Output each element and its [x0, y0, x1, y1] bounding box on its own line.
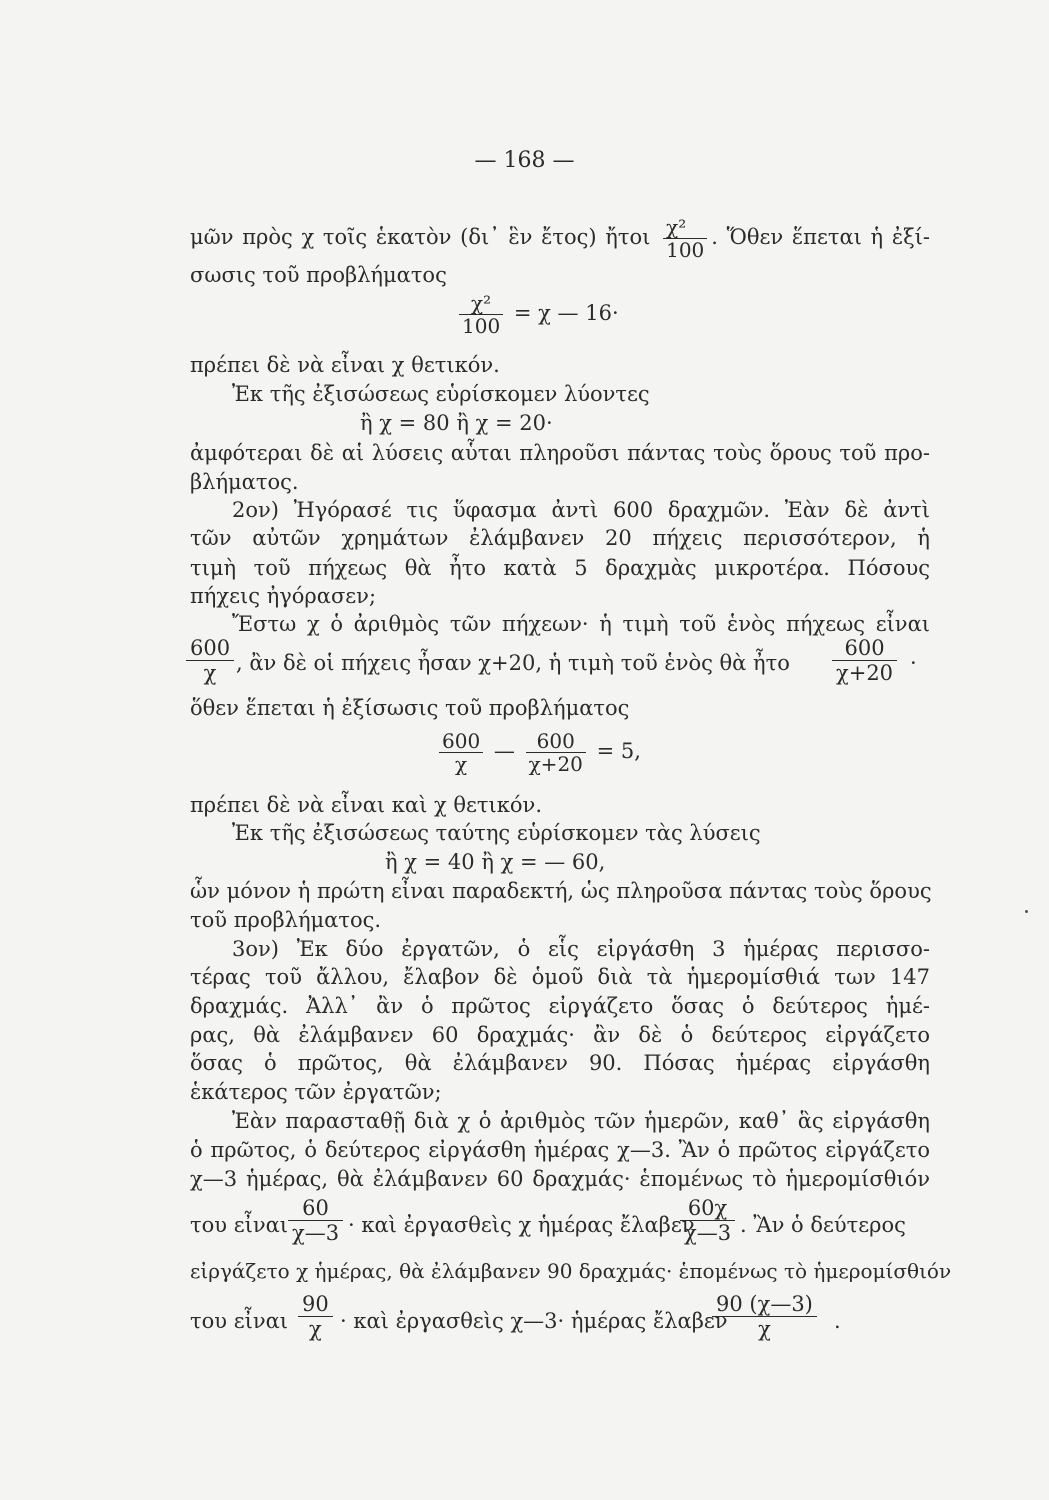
fraction [288, 1196, 343, 1245]
fraction-denominator: χ [309, 1317, 322, 1341]
page-number: — 168 — [474, 148, 575, 173]
ink-speck [1025, 910, 1028, 913]
equation-rhs: = χ — 16· [513, 301, 619, 325]
fraction [832, 636, 897, 685]
fraction-denominator: χ—3 [292, 1221, 340, 1245]
text-line: Ἐὰν παρασταθῇ διὰ χ ὁ ἀριθμὸς τῶν ἡμερῶν, καθ᾿ ἃς εἰργάσθη [232, 1109, 930, 1133]
fraction [459, 292, 503, 337]
minus-sign: — [493, 739, 515, 763]
text-line: βλήματος. [190, 470, 299, 494]
fraction [526, 730, 586, 775]
fraction-numerator: 600 [439, 730, 483, 753]
fraction-denominator: χ [203, 661, 217, 685]
equation-rhs: = 5, [596, 739, 641, 763]
fraction-numerator: 600 [526, 730, 586, 753]
text-line: πρέπει δὲ νὰ εἶναι χ θετικόν. [190, 353, 500, 377]
text-line: ρας, θὰ ἐλάμβανεν 60 δραχμάς· ἂν δὲ ὁ δεύτερος εἰργάζετο [190, 1023, 930, 1047]
fraction [680, 1196, 735, 1245]
text-line: πρέπει δὲ νὰ εἶναι καὶ χ θετικόν. [190, 793, 542, 817]
fraction-denominator: χ [758, 1317, 771, 1341]
text-line: τιμὴ τοῦ πήχεως θὰ ἦτο κατὰ 5 δραχμὰς μικροτέρα. Πόσους [190, 556, 930, 580]
text-line: ἑκάτερος τῶν ἐργατῶν; [190, 1080, 442, 1104]
text-run: . [834, 1309, 841, 1333]
equation [435, 730, 735, 775]
text-line: ὅσας ὁ πρῶτος, θὰ ἐλάμβανεν 90. Πόσας ἡμέρας εἰργάσθη [190, 1051, 930, 1075]
fraction [712, 1292, 817, 1341]
fraction-numerator: 90 [298, 1292, 333, 1317]
text-line: Ἐκ τῆς ἐξισώσεως εὑρίσκομεν λύοντες [232, 382, 650, 406]
fraction-numerator: χ² [459, 292, 503, 315]
text-line: τῶν αὐτῶν χρημάτων ἐλάμβανεν 20 πήχεις περισσότερον, ἡ [190, 526, 930, 550]
text-run: · καὶ ἐργασθεὶς χ—3· ἡμέρας ἔλαβεν [340, 1309, 728, 1333]
text-line: τοῦ προβλήματος. [190, 908, 382, 932]
text-line: σωσις τοῦ προβλήματος [190, 263, 447, 287]
text-run: . Ἂν ὁ δεύτερος [740, 1213, 906, 1237]
text-run: του εἶναι [190, 1309, 288, 1333]
fraction-numerator: 60χ [680, 1196, 735, 1221]
text-line: ὧν μόνον ἡ πρώτη εἶναι παραδεκτή, ὡς πληροῦσα πάντας τοὺς ὅρους [190, 879, 932, 903]
text-run: · καὶ ἐργασθεὶς χ ἡμέρας ἔλαβεν [348, 1213, 695, 1237]
text-line: πήχεις ἠγόρασεν; [190, 584, 377, 608]
fraction-numerator: 600 [186, 636, 234, 661]
text-line: 3ον) Ἐκ δύο ἐργατῶν, ὁ εἷς εἰργάσθη 3 ἡμέρας περισσο- [232, 937, 930, 961]
fraction-denominator: 100 [462, 314, 501, 338]
fraction [298, 1292, 333, 1341]
text-run: . Ὅθεν ἕπεται ἡ ἐξί- [711, 225, 930, 249]
fraction-denominator: χ [455, 752, 468, 776]
fraction-numerator: χ² [663, 216, 707, 239]
text-line: χ—3 ἡμέρας, θὰ ἐλάμβανεν 60 δραχμάς· ἑπομένως τὸ ἡμερομίσθιόν [190, 1167, 930, 1191]
text-line: τέρας τοῦ ἄλλου, ἔλαβον δὲ ὁμοῦ διὰ τὰ ἡμερομίσθιά των 147 [190, 965, 930, 989]
text-line: Ἔστω χ ὁ ἀριθμὸς τῶν πήχεων· ἡ τιμὴ τοῦ ἑνὸς πήχεως εἶναι [232, 612, 930, 636]
text-run: του εἶναι [190, 1213, 288, 1237]
text-line: ἀμφότεραι δὲ αἱ λύσεις αὗται πληροῦσι πάντας τοὺς ὅρους τοῦ προ- [190, 441, 930, 465]
text-line: Ἐκ τῆς ἐξισώσεως ταύτης εὑρίσκομεν τὰς λύσεις [232, 821, 761, 845]
text-line: δραχμάς. Ἀλλ᾿ ἂν ὁ πρῶτος εἰργάζετο ὅσας ὁ δεύτερος ἡμέ- [190, 994, 930, 1018]
equation: ἢ χ = 80 ἢ χ = 20· [360, 411, 553, 435]
equation [455, 292, 755, 337]
fraction-denominator: χ+20 [528, 752, 583, 776]
fraction [186, 636, 234, 685]
equation: ἢ χ = 40 ἢ χ = — 60, [385, 850, 606, 874]
fraction [439, 730, 483, 775]
text-line: 2ον) Ἠγόρασέ τις ὕφασμα ἀντὶ 600 δραχμῶν. Ἐὰν δὲ ἀντὶ [232, 498, 930, 522]
text-line: εἰργάζετο χ ἡμέρας, θὰ ἐλάμβανεν 90 δραχμάς· ἑπομένως τὸ ἡμερομίσθιόν [190, 1259, 952, 1283]
text-line: , ἂν δὲ οἱ πήχεις ἦσαν χ+20, ἡ τιμὴ τοῦ ἑνὸς θὰ ἦτο [236, 651, 790, 675]
text-run: μῶν πρὸς χ τοῖς ἑκατὸν (δι᾿ ἓν ἔτος) ἤτοι [190, 225, 651, 249]
fraction-denominator: χ—3 [684, 1221, 732, 1245]
text-line: ὁ πρῶτος, ὁ δεύτερος εἰργάσθη ἡμέρας χ—3. Ἂν ὁ πρῶτος εἰργάζετο [190, 1138, 930, 1162]
fraction [663, 216, 707, 261]
fraction-denominator: χ+20 [836, 661, 894, 685]
fraction-denominator: 100 [666, 238, 705, 262]
text-line: ὅθεν ἕπεται ἡ ἐξίσωσις τοῦ προβλήματος [190, 696, 630, 720]
fraction-numerator: 600 [832, 636, 897, 661]
text-line [190, 216, 930, 261]
text-run: · [910, 651, 917, 675]
fraction-numerator: 90 (χ—3) [712, 1292, 817, 1317]
fraction-numerator: 60 [288, 1196, 343, 1221]
